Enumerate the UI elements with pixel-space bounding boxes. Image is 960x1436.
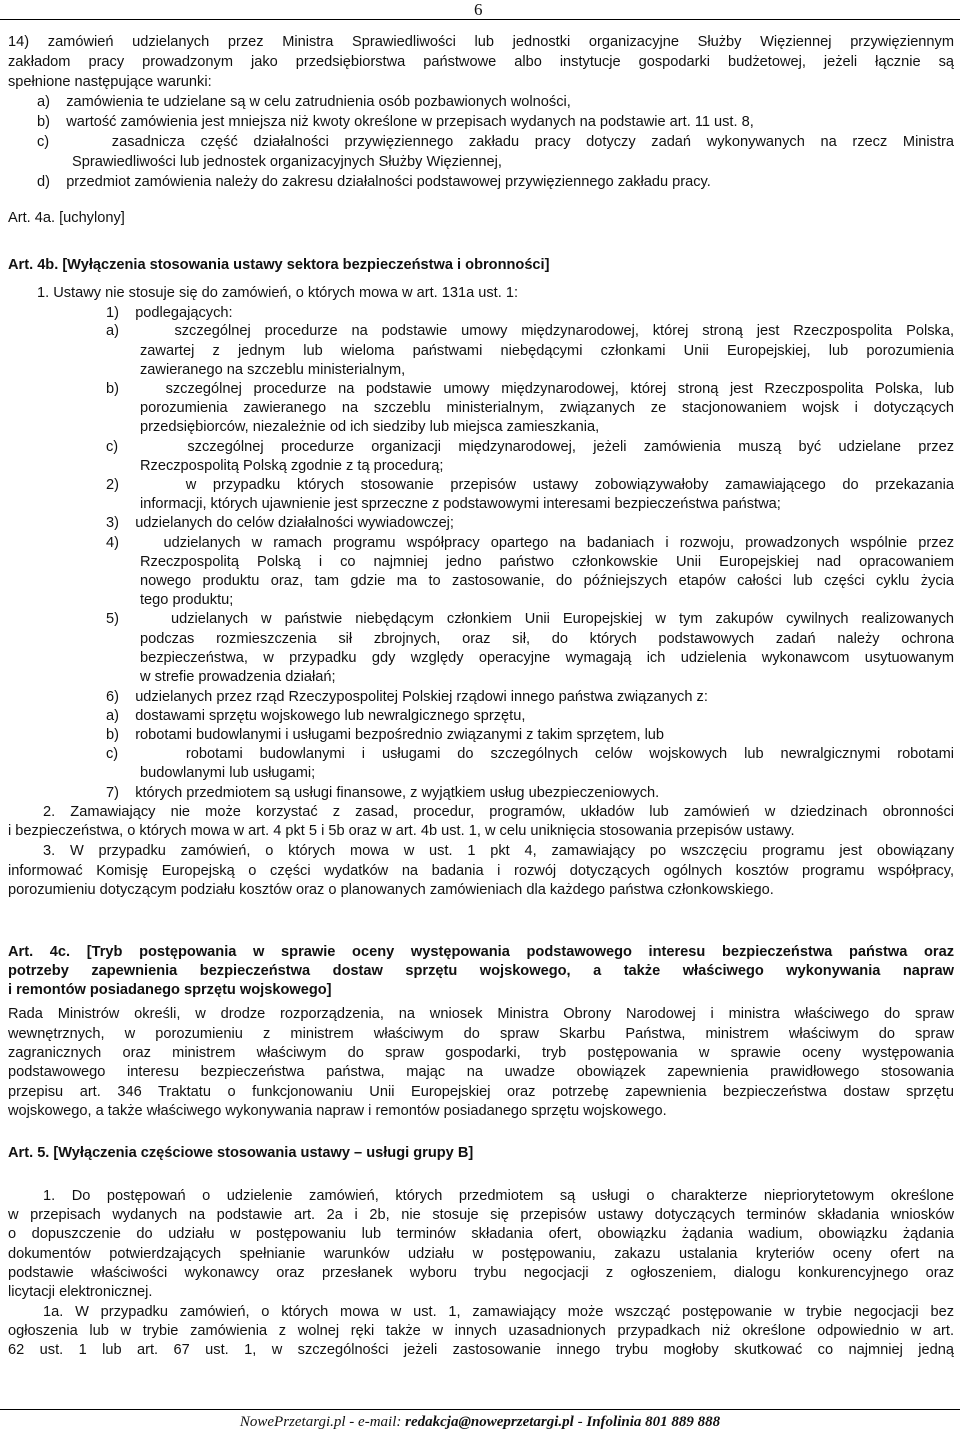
text-line: Sprawiedliwości lub jednostek organizacyjnych Służby Więziennej,: [72, 154, 502, 170]
list-item: 2) w przypadku których stosowanie przepisów ustawy zobowiązywałoby zamawiającego do przekazania: [106, 477, 954, 493]
text-line: porozumienia zawieranego na szczeblu ministerialnym, związanych ze stacjonowaniem wojsk i dotyczących: [140, 400, 954, 416]
text-line: 14) zamówień udzielanych przez Ministra Sprawiedliwości lub jednostki organizacyjne Służby Więziennej przywięziennym: [8, 34, 954, 50]
list-item: b) robotami budowlanymi i usługami bezpośrednio związanymi z takim sprzętem, lub: [106, 727, 665, 743]
paragraph: 1. Ustawy nie stosuje się do zamówień, o których mowa w art. 131a ust. 1:: [37, 285, 519, 301]
text-line: przepisu art. 346 Traktatu o funkcjonowaniu Unii Europejskiej oraz potrzebę zapewnienia bezpieczeństwa dostaw sprzętu: [8, 1084, 954, 1100]
list-item: a) szczególnej procedurze na podstawie umowy międzynarodowej, której stroną jest Rzeczpospolita Polska,: [106, 323, 954, 339]
text-line: podstawowego interesu bezpieczeństwa państwa, mając na uwadze obowiązek zapewnienia prawidłowego stosowania: [8, 1064, 954, 1080]
list-item: c) zasadnicza część działalności przywięziennego zakładu pracy dotyczy zadań wykonywanych na rzecz Ministra: [37, 134, 954, 150]
text-line: o dopuszczenie do udziału w postępowaniu lub terminów składania ofert, obowiązku żądania wadium, obowiązku żądania: [8, 1226, 954, 1242]
article-heading: Art. 4b. [Wyłączenia stosowania ustawy sektora bezpieczeństwa i obronności]: [8, 257, 550, 273]
list-item: c) robotami budowlanymi i usługami do szczególnych celów wojskowych lub newralgicznymi robotami: [106, 746, 954, 762]
list-item: 7) których przedmiotem są usługi finansowe, z wyjątkiem usług ubezpieczeniowych.: [106, 785, 660, 801]
text-line: bezpieczeństwa, w przypadku gdy względy operacyjne wymagają ich udzielenia wykonawcom usytuowanym: [140, 650, 954, 666]
list-item: d) przedmiot zamówienia należy do zakresu działalności podstawowej przywięziennego zakładu pracy.: [37, 174, 711, 190]
list-item: 1) podlegających:: [106, 305, 233, 321]
text-line: zakładom pracy prowadzonym jako przedsiębiorstwa państwowe albo instytucje gospodarki budżetowej, jeżeli łącznie są: [8, 54, 954, 70]
text-line: zagranicznych oraz ministrem właściwym do spraw gospodarki, tryb postępowania w sprawie oceny występowania: [8, 1045, 954, 1061]
page-number: 6: [474, 0, 483, 19]
paragraph: 2. Zamawiający nie może korzystać z zasad, procedur, programów, układów lub zamówień w dziedzinach obronności: [43, 804, 954, 820]
article-heading: Art. 5. [Wyłączenia częściowe stosowania ustawy – usługi grupy B]: [8, 1145, 474, 1161]
list-item: b) wartość zamówienia jest mniejsza niż kwoty określone w przepisach wydanych na podstawie art. 11 ust. 8,: [37, 114, 754, 130]
text-line: informacji, których ujawnienie jest sprzeczne z podstawowymi interesami bezpieczeństwa państwa;: [140, 496, 781, 512]
header-rule: [0, 19, 960, 20]
text-line: w przepisach wydanych na podstawie art. 2a i 2b, nie stosuje się przepisów ustawy dotyczących terminów składania wniosków: [8, 1207, 954, 1223]
footer-separator: -: [573, 1414, 587, 1430]
text-line: i bezpieczeństwa, o których mowa w art. 4 pkt 5 i 5b oraz w art. 4b ust. 1, w celu uniknięcia stosowania przepisów ustawy.: [8, 823, 795, 839]
article-heading: Art. 4c. [Tryb postępowania w sprawie oceny występowania podstawowego interesu bezpieczeństwa państwa oraz: [8, 944, 954, 960]
footer-rule: [0, 1409, 960, 1410]
list-item: a) zamówienia te udzielane są w celu zatrudnienia osób pozbawionych wolności,: [37, 94, 571, 110]
list-item: b) szczególnej procedurze na podstawie umowy międzynarodowej, której stroną jest Rzeczpospolita Polska, lub: [106, 381, 954, 397]
article-heading: i remontów posiadanego sprzętu wojskowego]: [8, 982, 332, 998]
text-line: porozumieniu dotyczącym podziału kosztów oraz o planowanych zamówieniach dla każdego państwa członkowskiego.: [8, 882, 774, 898]
text-line: dokumentów potwierdzających spełnianie warunków udziału w postępowaniu, zakazu ustalania kryteriów oceny ofert na: [8, 1246, 954, 1262]
paragraph: 1. Do postępowań o udzielenie zamówień, których przedmiotem są usługi o charakterze niepriorytetowym określone: [43, 1188, 954, 1204]
text-line: Rzeczpospolitą Polską zgodnie z tą procedurą;: [140, 458, 444, 474]
text-line: nowego produktu oraz, tam gdzie ma to zastosowanie, do późniejszych etapów całości lub części cyklu życia: [140, 573, 954, 589]
footer-phone: Infolinia 801 889 888: [586, 1414, 721, 1430]
text-line: informować Komisję Europejską o części wydatków na badania i rozwój dotyczących ogólnych kosztów programu współpracy,: [8, 863, 954, 879]
list-item: c) szczególnej procedurze organizacji międzynarodowej, jeżeli zamówienia muszą być udzielane przez: [106, 439, 954, 455]
list-item: 5) udzielanych w państwie niebędącym członkiem Unii Europejskiej w tym zakupów cywilnych realizowanych: [106, 611, 954, 627]
text-line: w strefie prowadzenia działań;: [140, 669, 336, 685]
text-line: tego produktu;: [140, 592, 234, 608]
text-line: podczas rozmieszczenia sił zbrojnych, oraz sił, do których podstawowych zadań należy ochrona: [140, 631, 954, 647]
text-line: podstawie właściwości wykonawcy oraz przesłanek wyboru trybu negocjacji z ogłoszeniem, dialogu konkurencyjnego oraz: [8, 1265, 954, 1281]
text-line: ogłoszenia lub w trybie zamówienia z wolnej ręki także w innych uzasadnionych przypadkach niż określone odpowiednio w art.: [8, 1323, 954, 1339]
text-line: spełnione następujące warunki:: [8, 74, 212, 90]
list-item: 4) udzielanych w ramach programu współpracy opartego na badaniach i rozwoju, prowadzonych wspólnie przez: [106, 535, 954, 551]
footer: [0, 1414, 960, 1431]
list-item: a) dostawami sprzętu wojskowego lub newralgicznego sprzętu,: [106, 708, 526, 724]
footer-site: NowePrzetargi.pl - e-mail:: [239, 1414, 406, 1430]
paragraph: 1a. W przypadku zamówień, o których mowa w ust. 1, zamawiający może wszcząć postępowanie w trybie negocjacji bez: [43, 1304, 954, 1320]
text-line: Rzeczpospolitą Polską i co najmniej jedno państwo członkowskie Unii Europejskiej nad opracowaniem: [140, 554, 954, 570]
article-heading: Art. 4a. [uchylony]: [8, 210, 125, 226]
text-line: zawieranego na szczeblu ministerialnym,: [140, 362, 406, 378]
text-line: wewnętrznych, w porozumieniu z ministrem właściwym do spraw Skarbu Państwa, ministrem właściwym do spraw: [8, 1026, 954, 1042]
text-line: zawartej z jednym lub wieloma państwami niebędącymi członkami Unii Europejskiej, lub porozumienia: [140, 343, 954, 359]
list-item: 6) udzielanych przez rząd Rzeczypospolitej Polskiej rządowi innego państwa związanych z:: [106, 689, 708, 705]
paragraph: Rada Ministrów określi, w drodze rozporządzenia, na wniosek Ministra Obrony Narodowej i ministra właściwego do spraw: [8, 1006, 954, 1022]
footer-email[interactable]: redakcja@noweprzetargi.pl: [405, 1414, 574, 1430]
list-item: 3) udzielanych do celów działalności wywiadowczej;: [106, 515, 454, 531]
article-heading: potrzeby zapewnienia bezpieczeństwa dostaw sprzętu wojskowego, a także właściwego wykonywania napraw: [8, 963, 954, 979]
paragraph: 3. W przypadku zamówień, o których mowa w ust. 1 pkt 4, zamawiający po wszczęciu programu jest obowiązany: [43, 843, 954, 859]
text-line: 62 ust. 1 lub art. 67 ust. 1, w szczególności jeżeli zastosowanie innego trybu mogłoby skutkować co najmniej jedną: [8, 1342, 954, 1358]
text-line: wojskowego, a także właściwego wykonywania napraw i remontów posiadanego sprzętu wojskowego.: [8, 1103, 667, 1119]
text-line: licytacji elektronicznej.: [8, 1284, 153, 1300]
text-line: budowlanymi lub usługami;: [140, 765, 316, 781]
text-line: przedsiębiorców, niezależnie od ich siedziby lub miejsca zamieszkania,: [140, 419, 600, 435]
